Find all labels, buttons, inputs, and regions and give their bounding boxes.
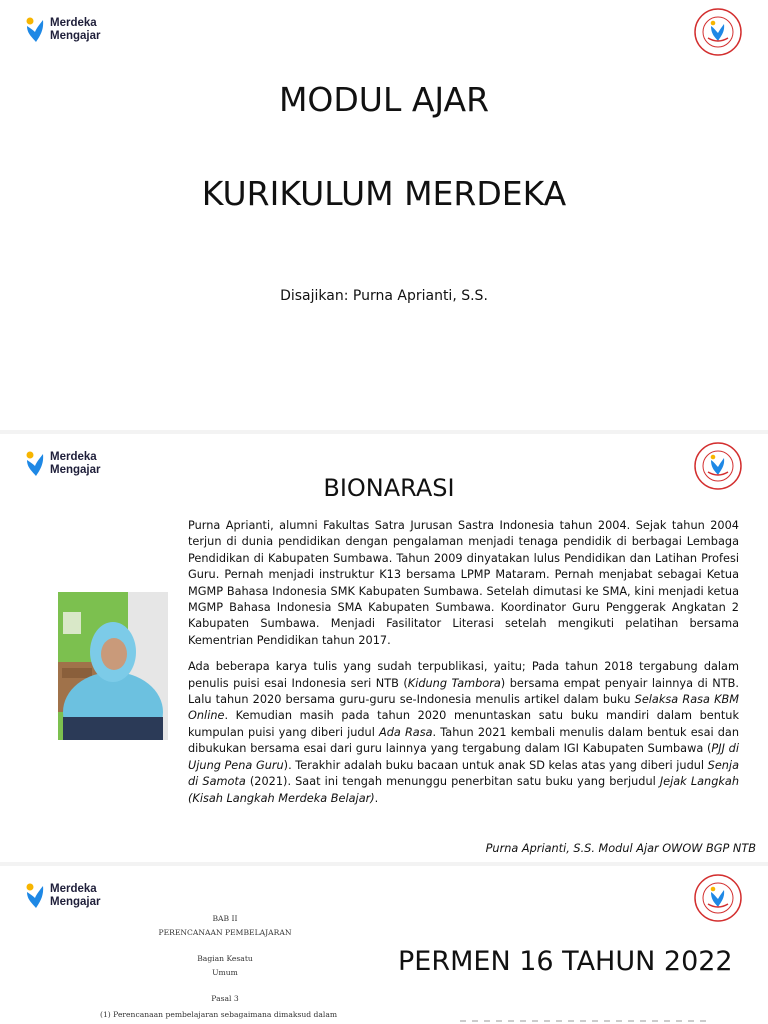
bio-text-run: . Tahun 2021 kembali menulis dalam bentuk esai dan dibukukan bersama esai dari guru lainnya yang tergabung dalam IGI Kabupaten Sumbawa ( xyxy=(188,725,740,756)
slide-title xyxy=(0,0,768,430)
guru-penggerak-badge-icon xyxy=(694,874,742,922)
section-title: BIONARASI xyxy=(323,474,455,502)
book-title: Kidung Tambora xyxy=(407,676,501,690)
bio-text-run: . xyxy=(374,791,379,805)
book-title: Senja di Samota xyxy=(188,758,739,789)
page-title: MODUL AJAR xyxy=(278,80,490,119)
brand-line2: Mengajar xyxy=(50,896,101,908)
doc-part-title: Umum xyxy=(212,968,238,977)
brand-text xyxy=(50,17,101,43)
merdeka-mengajar-logo-icon xyxy=(24,16,46,44)
brand-line1: Merdeka xyxy=(50,451,97,463)
faint-text-line xyxy=(460,1020,710,1022)
bio-text-run: ) bersama empat penyair lainnya di NTB. Lalu tahun 2020 bersama guru-guru se-Indonesia menulis artikel dalam buku xyxy=(188,676,740,707)
bio-text xyxy=(188,518,739,817)
guru-penggerak-badge-icon xyxy=(694,8,742,56)
brand-line2: Mengajar xyxy=(50,30,101,42)
presenter-text: Disajikan: Purna Aprianti, S.S. xyxy=(280,288,488,304)
merdeka-mengajar-brand xyxy=(24,16,101,44)
doc-article: Pasal 3 xyxy=(211,994,239,1003)
bio-text-run: . Kemudian masih pada tahun 2020 menuntaskan satu buku mandiri dalam bentuk kumpulan puisi yang diberi judul xyxy=(188,709,739,739)
page-subtitle: KURIKULUM MERDEKA xyxy=(201,174,567,213)
slide-permen xyxy=(0,866,768,1024)
brand-line1: Merdeka xyxy=(50,883,97,895)
book-title: Selaksa Rasa KBM Online xyxy=(188,693,739,723)
bio-text-run: ). Terakhir adalah buku bacaan untuk anak SD kelas atas yang diberi judul xyxy=(283,758,708,772)
merdeka-mengajar-brand xyxy=(24,882,101,910)
portrait-photo xyxy=(58,592,168,740)
slide-bionarasi xyxy=(0,434,768,862)
regulation-document-excerpt xyxy=(100,914,350,1020)
bio-paragraph-2 xyxy=(188,659,739,807)
book-title: PJJ di Ujung Pena Guru xyxy=(188,742,739,772)
brand-line2: Mengajar xyxy=(50,464,101,476)
merdeka-mengajar-logo-icon xyxy=(24,882,46,910)
doc-chapter-title: PERENCANAAN PEMBELAJARAN xyxy=(158,928,292,937)
caption-text: Purna Aprianti, S.S. Modul Ajar OWOW BGP NTB xyxy=(485,842,756,855)
doc-part: Bagian Kesatu xyxy=(197,954,253,963)
doc-chapter: BAB II xyxy=(212,914,238,923)
brand-text xyxy=(50,883,101,909)
bio-text-run: Ada beberapa karya tulis yang sudah terpublikasi, yaitu; Pada tahun 2018 tergabung dalam penulis puisi esai Indonesia seri NTB ( xyxy=(188,660,739,690)
bio-paragraph-1: Purna Aprianti, alumni Fakultas Satra Jurusan Sastra Indonesia tahun 2004. Sejak tahun 2004 terjun di dunia pendidikan dengan pengalaman menjadi tenaga pendidik di berbagai Lembaga Pendidikan di Kabupaten Sumbawa. Tahun 2009 dinyatakan lulus Pendidikan dan Latihan Profesi Guru. Pernah menjadi instruktur K13 bersama LPMP Mataram. Pernah menjabat sebagai Ketua MGMP Bahasa Indonesia SMK Kabupaten Sumbawa. Setelah dimutasi ke SMA, kini menjadi ketua MGMP Bahasa Indonesia SMA Kabupaten Sumbawa. Koordinator Guru Penggerak Angkatan 2 Kabupaten Sumbawa. Menjadi Fasilitator Literasi setelah mengikuti pelatihan bersama Kementrian Pendidikan tahun 2017. xyxy=(188,519,739,647)
book-title: Ada Rasa xyxy=(379,725,433,739)
book-title: Jejak Langkah (Kisah Langkah Merdeka Belajar) xyxy=(188,775,739,805)
bio-text-run: (2021). Saat ini tengah menunggu penerbitan satu buku yang berjudul xyxy=(245,775,660,789)
doc-paragraph: (1) Perencanaan pembelajaran sebagaimana dimaksud dalam xyxy=(100,1010,338,1019)
regulation-heading: PERMEN 16 TAHUN 2022 xyxy=(398,946,733,977)
brand-line1: Merdeka xyxy=(50,17,97,29)
